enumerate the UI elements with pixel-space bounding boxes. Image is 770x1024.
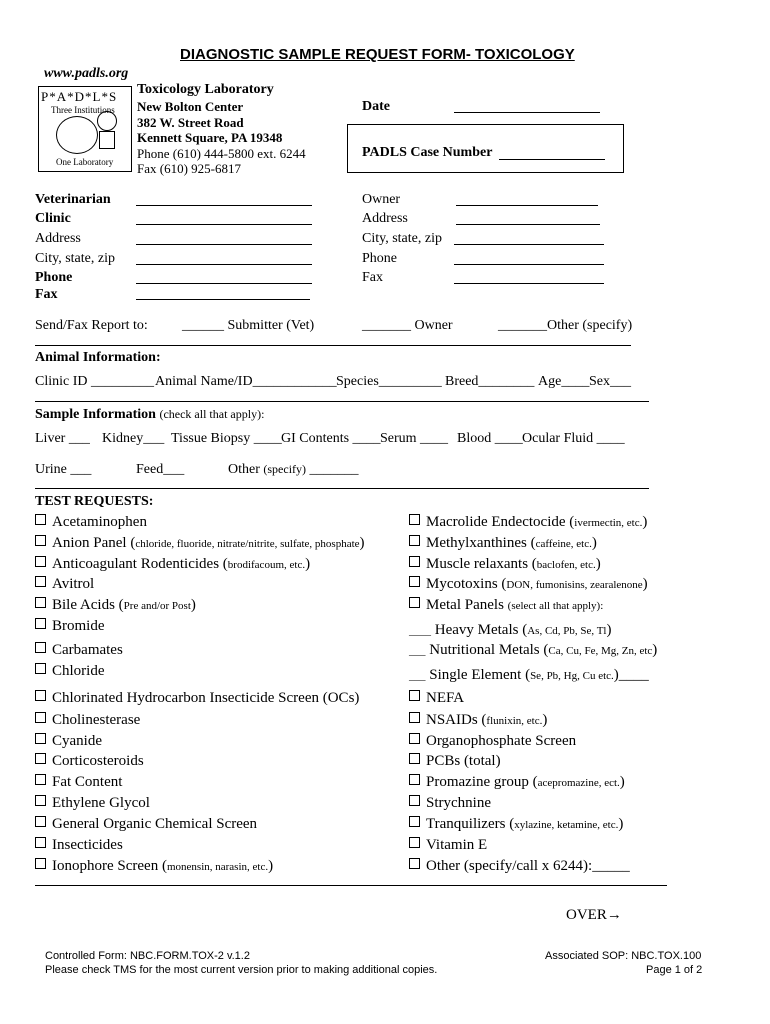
sample-tissue[interactable]: Tissue Biopsy ____	[171, 431, 282, 446]
vet-address-label: Address	[35, 231, 81, 246]
test-label: Promazine group (	[426, 774, 538, 790]
footer-controlled: Controlled Form: NBC.FORM.TOX-2 v.1.2	[45, 950, 250, 962]
test-label: Muscle relaxants (	[426, 556, 537, 572]
lab-fax: Fax (610) 925-6817	[137, 161, 241, 176]
vet-phone-field[interactable]	[136, 283, 312, 284]
test-note: brodifacoum, etc.	[227, 559, 306, 571]
checkbox-icon[interactable]	[409, 774, 420, 785]
checkbox-icon[interactable]	[409, 556, 420, 567]
test-note: ivermectin, etc.	[574, 517, 643, 529]
checkbox-icon[interactable]	[409, 576, 420, 587]
lab-city: Kennett Square, PA 19348	[137, 130, 283, 145]
test-tail: )	[359, 535, 365, 551]
test-item[interactable]	[35, 712, 140, 729]
checkbox-icon[interactable]	[409, 733, 420, 744]
veterinarian-field[interactable]	[136, 205, 312, 206]
test-item[interactable]	[35, 597, 196, 614]
checkbox-icon[interactable]	[35, 858, 46, 869]
test-label: Avitrol	[52, 576, 95, 592]
test-note: DON, fumonisins, zearalenone	[506, 579, 643, 591]
test-item[interactable]	[409, 667, 649, 684]
checkbox-icon[interactable]	[35, 514, 46, 525]
test-label: Ethylene Glycol	[52, 795, 150, 811]
test-item[interactable]	[35, 816, 257, 833]
test-tail: )	[652, 642, 658, 658]
seal-icon	[56, 116, 98, 154]
test-label: Chloride	[52, 663, 105, 679]
vet-city-field[interactable]	[136, 264, 312, 265]
logo-line2: One Laboratory	[56, 157, 114, 167]
test-item[interactable]	[409, 858, 630, 875]
test-tail: )	[595, 556, 601, 572]
owner-label: Owner	[362, 192, 401, 207]
test-item[interactable]	[35, 514, 147, 531]
sample-urine[interactable]: Urine ___	[35, 462, 92, 477]
test-label: Cholinesterase	[52, 712, 141, 728]
sex-field[interactable]: Sex___	[589, 374, 631, 389]
test-label: Cyanide	[52, 733, 102, 749]
test-label: Carbamates	[52, 642, 123, 658]
test-note: (select all that apply):	[507, 600, 604, 612]
divider	[35, 885, 667, 886]
test-label: Single Element (	[425, 667, 531, 683]
sample-other-text: Other	[228, 462, 260, 477]
checkbox-icon[interactable]	[35, 733, 46, 744]
metal-blank[interactable]: ____	[409, 625, 431, 637]
test-item[interactable]	[35, 795, 150, 812]
veterinarian-label: Veterinarian	[35, 192, 111, 207]
checkbox-icon[interactable]	[35, 690, 46, 701]
checkbox-icon[interactable]	[35, 642, 46, 653]
test-item[interactable]	[409, 597, 603, 614]
test-item[interactable]	[409, 622, 611, 639]
sample-other[interactable]	[228, 462, 359, 478]
test-item[interactable]	[35, 774, 122, 791]
checkbox-icon[interactable]	[35, 816, 46, 827]
sample-heading	[35, 407, 264, 423]
test-item[interactable]	[409, 556, 601, 573]
sample-feed[interactable]: Feed___	[136, 462, 185, 477]
checkbox-icon[interactable]	[35, 663, 46, 674]
test-note: Ca, Cu, Fe, Mg, Zn, etc	[548, 645, 653, 657]
test-tail: )	[642, 576, 648, 592]
test-item[interactable]	[35, 663, 105, 680]
test-label: Macrolide Endectocide (	[426, 514, 575, 530]
test-item[interactable]	[35, 753, 144, 770]
owner-city-label: City, state, zip	[362, 231, 442, 246]
owner-fax-label: Fax	[362, 270, 383, 285]
checkbox-icon[interactable]	[35, 712, 46, 723]
test-label: Acetaminophen	[52, 514, 147, 530]
test-label: Methylxanthines (	[426, 535, 536, 551]
test-item[interactable]	[35, 556, 310, 573]
metal-blank[interactable]: ___	[409, 670, 426, 682]
test-note: Pre and/or Post	[123, 600, 191, 612]
test-item[interactable]	[409, 733, 576, 750]
checkbox-icon[interactable]	[409, 712, 420, 723]
sample-kidney[interactable]: Kidney___	[102, 431, 165, 446]
test-note: monensin, narasin, etc.	[166, 861, 269, 873]
vet-city-label: City, state, zip	[35, 251, 115, 266]
test-label: Anion Panel (	[52, 535, 136, 551]
padls-logo	[38, 86, 132, 172]
test-item[interactable]	[409, 712, 547, 729]
owner-field[interactable]	[456, 205, 598, 206]
clinic-field[interactable]	[136, 224, 312, 225]
test-item[interactable]	[409, 816, 623, 833]
vet-address-field[interactable]	[136, 244, 312, 245]
checkbox-icon[interactable]	[409, 535, 420, 546]
sample-other-note: (specify)	[263, 462, 307, 476]
test-label: Strychnine	[426, 795, 491, 811]
test-item[interactable]	[409, 690, 464, 707]
test-label: Organophosphate Screen	[426, 733, 577, 749]
test-item[interactable]	[35, 535, 365, 552]
page-title: DIAGNOSTIC SAMPLE REQUEST FORM- TOXICOLOGY	[180, 46, 575, 63]
test-item[interactable]	[409, 576, 648, 593]
checkbox-icon[interactable]	[409, 837, 420, 848]
test-item[interactable]	[35, 733, 102, 750]
report-other[interactable]: _______Other (specify)	[498, 318, 633, 333]
footer-sop: Associated SOP: NBC.TOX.100	[545, 950, 702, 962]
sample-other-blank: _______	[306, 462, 359, 477]
horse-icon	[97, 111, 117, 131]
test-label: General Organic Chemical Screen	[52, 816, 258, 832]
test-label: Chlorinated Hydrocarbon Insecticide Screen (OCs)	[52, 690, 360, 706]
sample-liver[interactable]: Liver ___	[35, 431, 90, 446]
test-label: Nutritional Metals (	[425, 642, 549, 658]
vet-fax-label: Fax	[35, 287, 58, 302]
test-item[interactable]	[35, 618, 105, 635]
test-label: Fat Content	[52, 774, 123, 790]
test-item[interactable]	[35, 690, 359, 707]
checkbox-icon[interactable]	[409, 597, 420, 608]
metal-blank[interactable]: ___	[409, 645, 426, 657]
test-label: NEFA	[426, 690, 465, 706]
test-tail: )____	[613, 667, 649, 683]
test-item[interactable]	[35, 576, 94, 593]
test-tail: )	[542, 712, 548, 728]
test-item[interactable]	[35, 642, 123, 659]
vet-phone-label: Phone	[35, 270, 73, 285]
date-label: Date	[362, 99, 390, 114]
lab-center: New Bolton Center	[137, 99, 244, 114]
case-number-field[interactable]	[499, 159, 605, 160]
clinic-id-field[interactable]: Clinic ID _________	[35, 374, 154, 389]
test-note: chloride, fluoride, nitrate/nitrite, sulfate, phosphate	[135, 538, 360, 550]
test-label: Mycotoxins (	[426, 576, 507, 592]
sample-gi[interactable]: GI Contents ____	[281, 431, 381, 446]
test-label: NSAIDs (	[426, 712, 487, 728]
age-field[interactable]: Age____	[538, 374, 590, 389]
test-label: Metal Panels	[426, 597, 508, 613]
report-submitter[interactable]: ______ Submitter (Vet)	[182, 318, 315, 333]
test-item[interactable]	[409, 642, 657, 659]
animal-name-field[interactable]: Animal Name/ID____________	[155, 374, 337, 389]
sample-note: (check all that apply):	[159, 407, 265, 421]
test-label: Corticosteroids	[52, 753, 144, 769]
test-label: Other (specify/call x 6244):_____	[426, 858, 630, 874]
test-label: Bromide	[52, 618, 105, 634]
test-note: acepromazine, ect.	[537, 777, 620, 789]
lab-phone: Phone (610) 444-5800 ext. 6244	[137, 146, 306, 161]
tests-heading: TEST REQUESTS:	[35, 494, 154, 509]
test-tail: )	[619, 774, 625, 790]
test-tail: )	[268, 858, 274, 874]
test-note: flunixin, etc.	[486, 715, 543, 727]
test-item[interactable]	[409, 535, 597, 552]
checkbox-icon[interactable]	[409, 858, 420, 869]
test-tail: )	[305, 556, 311, 572]
checkbox-icon[interactable]	[409, 816, 420, 827]
owner-fax-field[interactable]	[454, 283, 604, 284]
test-item[interactable]	[35, 837, 123, 854]
test-note: caffeine, etc.	[535, 538, 592, 550]
owner-phone-label: Phone	[362, 251, 397, 266]
test-tail: )	[618, 816, 624, 832]
checkbox-icon[interactable]	[35, 837, 46, 848]
owner-phone-field[interactable]	[454, 264, 604, 265]
date-field[interactable]	[454, 112, 600, 113]
checkbox-icon[interactable]	[35, 535, 46, 546]
owner-city-field[interactable]	[454, 244, 604, 245]
clinic-label: Clinic	[35, 211, 71, 226]
test-label: Heavy Metals (	[431, 622, 528, 638]
test-note: xylazine, ketamine, etc.	[514, 819, 619, 831]
report-label: Send/Fax Report to:	[35, 318, 148, 333]
test-label: Anticoagulant Rodenticides (	[52, 556, 228, 572]
divider	[35, 401, 649, 402]
shield-icon	[99, 131, 115, 149]
checkbox-icon[interactable]	[409, 795, 420, 806]
owner-address-field[interactable]	[456, 224, 600, 225]
checkbox-icon[interactable]	[35, 597, 46, 608]
vet-fax-field[interactable]	[136, 299, 310, 300]
logo-name: P*A*D*L*S	[41, 89, 118, 104]
footer-check: Please check TMS for the most current version prior to making additional copies.	[45, 964, 438, 976]
test-note: As, Cd, Pb, Se, Tl	[527, 625, 607, 637]
sample-heading-text: Sample Information	[35, 407, 156, 422]
test-label: Insecticides	[52, 837, 123, 853]
test-item[interactable]	[409, 774, 625, 791]
checkbox-icon[interactable]	[35, 576, 46, 587]
checkbox-icon[interactable]	[35, 753, 46, 764]
sample-blood[interactable]: Blood ____	[457, 431, 523, 446]
test-item[interactable]	[409, 795, 491, 812]
test-label: Tranquilizers (	[426, 816, 515, 832]
test-item[interactable]	[35, 858, 273, 875]
test-label: PCBs (total)	[426, 753, 501, 769]
report-owner[interactable]: _______ Owner	[362, 318, 453, 333]
divider	[35, 345, 631, 346]
lab-name: Toxicology Laboratory	[137, 82, 274, 97]
divider	[35, 488, 649, 489]
logo-line1: Three Institutions	[51, 105, 115, 115]
animal-heading: Animal Information:	[35, 350, 161, 365]
test-item[interactable]	[409, 514, 647, 531]
checkbox-icon[interactable]	[35, 795, 46, 806]
test-item[interactable]	[409, 837, 487, 854]
test-item[interactable]	[409, 753, 501, 770]
website-link[interactable]: www.padls.org	[44, 66, 129, 81]
test-tail: )	[606, 622, 612, 638]
checkbox-icon[interactable]	[409, 753, 420, 764]
test-label: Ionophore Screen (	[52, 858, 167, 874]
over-label: OVER→	[566, 907, 622, 923]
test-tail: )	[642, 514, 648, 530]
footer-page: Page 1 of 2	[646, 964, 703, 976]
test-note: baclofen, etc.	[536, 559, 596, 571]
checkbox-icon[interactable]	[409, 514, 420, 525]
test-tail: )	[591, 535, 597, 551]
checkbox-icon[interactable]	[409, 690, 420, 701]
checkbox-icon[interactable]	[35, 556, 46, 567]
checkbox-icon[interactable]	[35, 618, 46, 629]
sample-ocular[interactable]: Ocular Fluid ____	[522, 431, 625, 446]
breed-field[interactable]: Breed________	[445, 374, 535, 389]
test-label: Vitamin E	[426, 837, 488, 853]
sample-serum[interactable]: Serum ____	[380, 431, 449, 446]
lab-street: 382 W. Street Road	[137, 115, 244, 130]
test-label: Bile Acids (	[52, 597, 124, 613]
test-tail: )	[190, 597, 196, 613]
checkbox-icon[interactable]	[35, 774, 46, 785]
species-field[interactable]: Species_________	[336, 374, 442, 389]
case-number-label: PADLS Case Number	[362, 145, 493, 160]
owner-address-label: Address	[362, 211, 408, 226]
test-note: Se, Pb, Hg, Cu etc.	[530, 670, 614, 682]
